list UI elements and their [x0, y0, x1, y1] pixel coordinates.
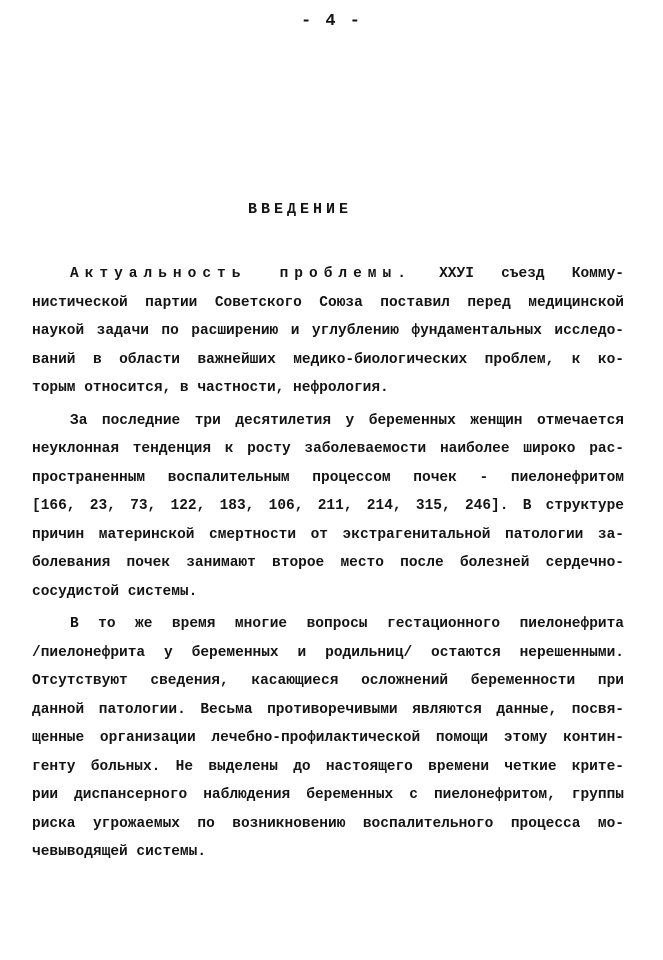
text-line: ваний в области важнейших медико-биологических проблем, к ко-	[32, 351, 624, 368]
text-line	[32, 260, 624, 289]
text-line: причин материнской смертности от экстрагенитальной патологии за-	[32, 526, 624, 543]
text-line: торым относится, в частности, нефрология.	[32, 380, 389, 396]
paragraph	[32, 407, 624, 607]
text-line: рии диспансерного наблюдения беременных с пиелонефритом, группы	[32, 787, 624, 803]
text-line: наукой задачи по расширению и углублению фундаментальных исследо-	[32, 323, 624, 339]
text-line: сосудистой системы.	[32, 583, 198, 600]
text-line: За последние три десятилетия у беременных женщин отмечается	[70, 412, 624, 429]
text-line: Отсутствуют сведения, касающиеся осложнений беременности при	[32, 673, 624, 689]
paragraph	[32, 260, 624, 403]
text-line: чевыводящей системы.	[32, 844, 207, 860]
lead-in: Актуальность проблемы.	[70, 266, 412, 282]
page-number: - 4 -	[300, 12, 362, 31]
text-line: щенные организации лечебно-профилактической помощи этому контин-	[32, 730, 624, 746]
text-line: генту больных. Не выделены до настоящего времени четкие крите-	[32, 758, 624, 775]
text-line: риска угрожаемых по возникновению воспалительного процесса мо-	[32, 815, 624, 832]
text-line: В то же время многие вопросы гестационного пиелонефрита	[70, 616, 624, 632]
text-run: ХХУI съезд Комму-	[411, 266, 624, 282]
section-heading: ВВЕДЕНИЕ	[247, 201, 352, 218]
body-text	[32, 260, 624, 867]
text-line: неуклонная тенденция к росту заболеваемости наиболее широко рас-	[32, 441, 624, 457]
text-line: данной патологии. Весьма противоречивыми являются данные, посвя-	[32, 701, 624, 718]
text-line: нистической партии Советского Союза поставил перед медицинской	[32, 294, 624, 311]
paragraph	[32, 610, 624, 867]
text-line: болевания почек занимают второе место после болезней сердечно-	[32, 555, 624, 571]
text-line: /пиелонефрита у беременных и родильниц/ остаются нерешенными.	[32, 644, 624, 661]
text-line: [166, 23, 73, 122, 183, 106, 211, 214, 315, 246]. В структуре	[32, 498, 624, 514]
text-line: пространенным воспалительным процессом почек - пиелонефритом	[32, 469, 624, 486]
